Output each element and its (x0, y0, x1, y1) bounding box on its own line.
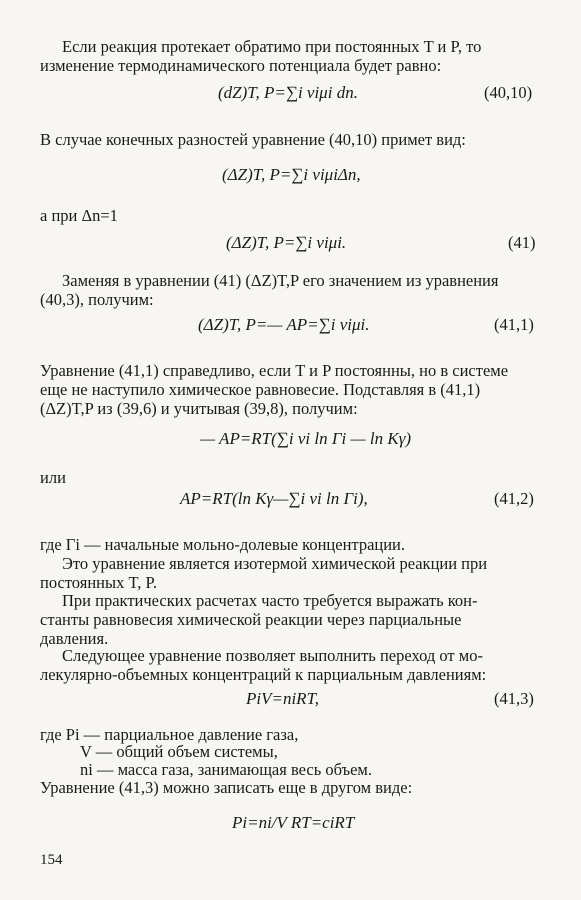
text-content: Следующее уравнение позволяет выполнить переход от мо- (62, 646, 483, 665)
text-content: еще не наступило химическое равновесие. Подставляя в (41,1) (40, 380, 481, 399)
equation-number (494, 488, 534, 510)
equation-text: (dZ)T, P=∑i νiμi dn. (218, 83, 358, 102)
text-line (40, 610, 461, 630)
text-line (40, 290, 154, 310)
equation-text: Pi=ni/V RT=ciRT (232, 813, 355, 832)
text-line (40, 206, 118, 226)
text-line (80, 760, 372, 780)
text-content: (40,3), получим: (40, 290, 154, 309)
text-content: Уравнение (41,1) справедливо, если T и P постоянны, но в системе (40, 361, 509, 380)
text-content: станты равновесия химической реакции через парциальные (40, 610, 462, 629)
equation-text: — AP=RT(∑i νi ln Γi — ln Kγ) (200, 429, 412, 448)
equation (218, 82, 358, 104)
equation-number (494, 314, 534, 336)
equation-text: (ΔZ)T, P=— AP=∑i νiμi. (198, 315, 370, 334)
text-content: Заменяя в уравнении (41) (ΔZ)T,P его значением из уравнения (62, 271, 499, 290)
equation-text: AP=RT(ln Kγ—∑i νi ln Γi), (180, 489, 368, 508)
equation (246, 688, 319, 710)
equation-number-text: (41,2) (494, 489, 534, 508)
text-content: В случае конечных разностей уравнение (40,10) примет вид: (40, 130, 466, 149)
text-content: Уравнение (41,3) можно записать еще в другом виде: (40, 778, 413, 797)
text-content: а при Δn=1 (40, 206, 118, 225)
text-content: или (40, 468, 66, 487)
text-content: постоянных T, P. (40, 573, 158, 592)
equation (200, 428, 411, 450)
equation-text: (ΔZ)T, P=∑i νiμiΔn, (222, 165, 361, 184)
text-line (40, 399, 358, 419)
text-line (40, 130, 466, 150)
equation (180, 488, 368, 510)
text-line (40, 535, 405, 555)
text-line (62, 271, 498, 291)
text-line (40, 361, 508, 381)
text-content: изменение термодинамического потенциала будет равно: (40, 56, 442, 75)
text-content: (ΔZ)T,P из (39,6) и учитывая (39,8), получим: (40, 399, 358, 418)
text-line (62, 554, 487, 574)
text-line (40, 573, 157, 593)
text-content: лекулярно-объемных концентраций к парциальным давлениям: (40, 665, 487, 684)
text-line (62, 591, 477, 611)
text-line (40, 380, 480, 400)
equation-text: PiV=niRT, (246, 689, 320, 708)
equation (198, 314, 369, 336)
equation-number-text: (41,3) (494, 689, 534, 708)
text-content: ni — масса газа, занимающая весь объем. (80, 760, 372, 779)
text-content: давления. (40, 629, 109, 648)
text-content: Это уравнение является изотермой химической реакции при (62, 554, 488, 573)
equation-number-text: (41) (508, 233, 536, 252)
equation-number (484, 82, 532, 104)
text-content: Если реакция протекает обратимо при постоянных T и P, то (62, 37, 482, 56)
equation (226, 232, 346, 254)
text-line (40, 665, 486, 685)
equation (232, 812, 354, 834)
text-content: При практических расчетах часто требуется выражать кон- (62, 591, 478, 610)
text-line (62, 37, 481, 57)
equation-number-text: (41,1) (494, 315, 534, 334)
equation-text: (ΔZ)T, P=∑i νiμi. (226, 233, 347, 252)
text-content: где Γi — начальные мольно-долевые концентрации. (40, 535, 406, 554)
text-line (40, 468, 66, 488)
page-number-text: 154 (40, 852, 63, 868)
text-line (62, 646, 483, 666)
text-line (80, 742, 278, 762)
equation (222, 164, 361, 186)
text-content: V — общий объем системы, (80, 742, 278, 761)
text-line (40, 778, 412, 798)
equation-number (494, 688, 534, 710)
page-number (40, 852, 63, 869)
equation-number-text: (40,10) (484, 83, 533, 102)
text-content: где Pi — парциальное давление газа, (40, 725, 299, 744)
equation-number (508, 232, 536, 254)
text-line (40, 56, 441, 76)
